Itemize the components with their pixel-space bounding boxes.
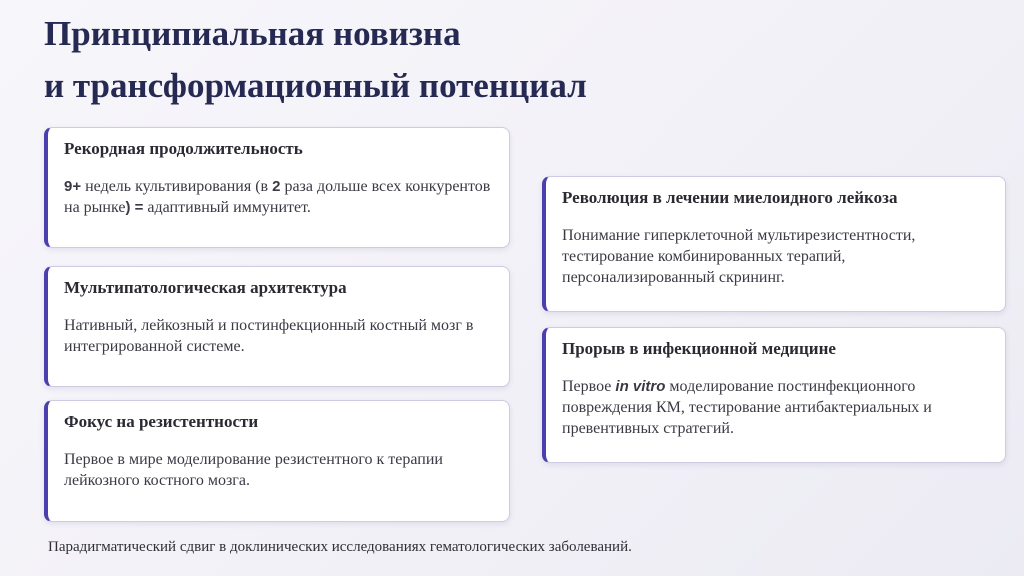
card-title: Революция в лечении миелоидного лейкоза (562, 188, 898, 207)
card-title: Рекордная продолжительность (64, 139, 303, 158)
weeks-value: 9+ (64, 178, 82, 195)
title-line-1: Принципиальная новизна (44, 14, 461, 53)
card-infection-breakthrough (542, 327, 1006, 463)
card-body: Первое в мире моделирование резистентного к терапии лейкозного костного мозга. (64, 451, 443, 489)
card-architecture (44, 266, 510, 387)
in-vitro-term: in vitro (615, 378, 666, 395)
footer-note: Парадигматический сдвиг в доклинических исследованиях гематологических заболеваний. (48, 539, 632, 555)
title-line-2: и трансформационный потенциал (44, 66, 587, 105)
card-body: 9+ недель культивирования (в 2 раза дольше всех конкурентов на рынке) = адаптивный иммунитет. (64, 178, 491, 216)
card-title: Прорыв в инфекционной медицине (562, 339, 836, 358)
card-resistance (44, 400, 510, 522)
card-body: Понимание гиперклеточной мультирезистентности, тестирование комбинированных терапий, персонализированный скрининг. (562, 227, 916, 286)
card-leukemia-revolution (542, 176, 1006, 312)
card-title: Мультипатологическая архитектура (64, 278, 347, 297)
card-body: Нативный, лейкозный и постинфекционный костный мозг в интегрированной системе. (64, 317, 474, 355)
card-record-duration (44, 127, 510, 248)
times-value: 2 (272, 178, 281, 195)
card-body: Первое in vitro моделирование постинфекционного повреждения КМ, тестирование антибактериальных и превентивных стратегий. (562, 378, 932, 437)
card-title: Фокус на резистентности (64, 412, 259, 431)
page-title (44, 8, 587, 112)
